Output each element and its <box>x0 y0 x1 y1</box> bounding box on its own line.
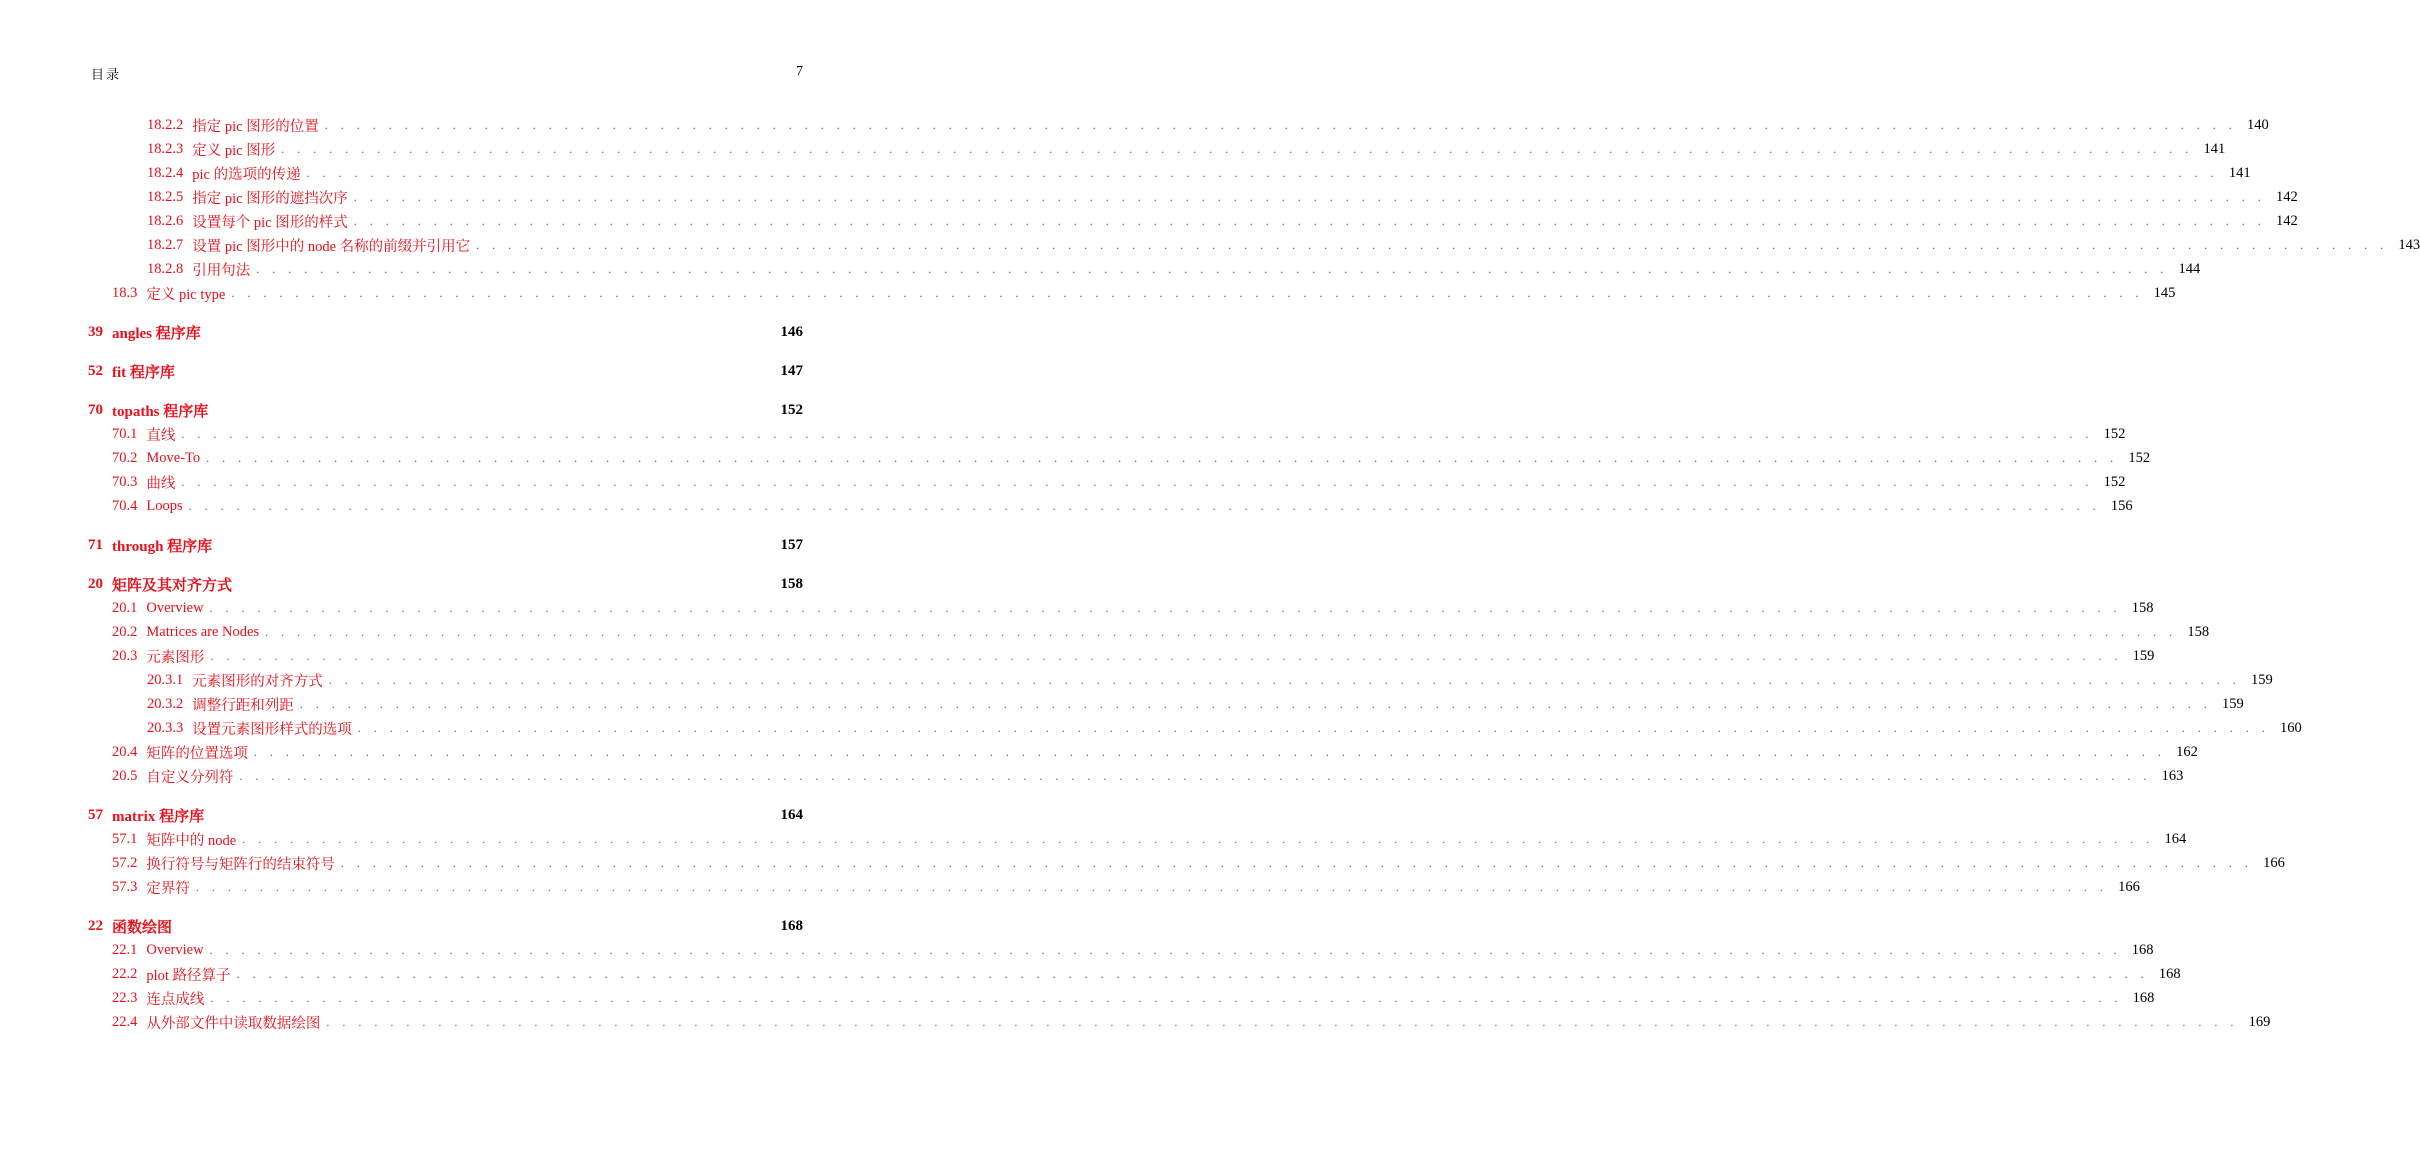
toc-entry-number: 22.3 <box>112 989 138 1006</box>
toc-chapter-entry[interactable] <box>88 533 803 557</box>
toc-dot-leader: . . . . . . . . . . . . . . . . . . . . . . . . . . . . . . . . . . . . . . . . . . . . . . . . . . . . . . . . . . . . . . . . . . . . . . . . . . . . . . . . . . . . . . . . . . . . . . . . . . . . . . . . . . . . . . . . . . . . . . . . <box>328 673 2241 687</box>
toc-dot-leader: . . . . . . . . . . . . . . . . . . . . . . . . . . . . . . . . . . . . . . . . . . . . . . . . . . . . . . . . . . . . . . . . . . . . . . . . . . . . . . . . . . . . . . . . . . . . . . . . . . . . . . . . . . . . . . . . . . . . . . . . <box>188 499 2101 513</box>
toc-dot-leader: . . . . . . . . . . . . . . . . . . . . . . . . . . . . . . . . . . . . . . . . . . . . . . . . . . . . . . . . . . . . . . . . . . . . . . . . . . . . . . . . . . . . . . . . . . . . . . . . . . . . . . . . . . . . . . . . . . . . . . . . <box>281 142 2194 156</box>
toc-entry-number: 52 <box>88 362 103 379</box>
toc-entry-number: 22.1 <box>112 941 138 958</box>
toc-entry-number: 20.3.1 <box>147 671 184 688</box>
toc-dot-leader: . . . . . . . . . . . . . . . . . . . . . . . . . . . . . . . . . . . . . . . . . . . . . . . . . . . . . . . . . . . . . . . . . . . . . . . . . . . . . . . . . . . . . . . . . . . . . . . . . . . . . . . . . . . . . . . . . . . . . . . . <box>265 625 2178 639</box>
toc-section-entry[interactable] <box>88 161 2251 185</box>
toc-chapter-entry[interactable] <box>88 572 803 596</box>
toc-dot-leader: . . . . . . . . . . . . . . . . . . . . . . . . . . . . . . . . . . . . . . . . . . . . . . . . . . . . . . . . . . . . . . . . . . . . . . . . . . . . . . . . . . . . . . . . . . . . . . . . . . . . . . . . . . . . . . . . . . . . . . . . <box>209 943 2122 957</box>
toc-entry-title[interactable]: 指定 pic 图形的遮挡次序 <box>192 190 348 207</box>
toc-section-entry[interactable] <box>88 692 2244 716</box>
toc-entry-number: 18.2.5 <box>147 188 184 205</box>
toc-entry-number: 20.3.3 <box>147 719 184 736</box>
toc-section-entry[interactable] <box>88 233 2420 257</box>
toc-entry-title[interactable]: 定界符 <box>146 880 190 897</box>
toc-entry-title[interactable]: 调整行距和列距 <box>192 697 294 714</box>
toc-entry-number: 20.2 <box>112 623 138 640</box>
toc-dot-leader: . . . . . . . . . . . . . . . . . . . . . . . . . . . . . . . . . . . . . . . . . . . . . . . . . . . . . . . . . . . . . . . . . . . . . . . . . . . . . . . . . . . . . . . . . . . . . . . . . . . . . . . . . . . . . . . . . . . . . . . . <box>340 856 2253 870</box>
toc-entry-page-number: 163 <box>2161 767 2184 784</box>
toc-entry-title[interactable]: 定义 pic 图形 <box>192 142 276 159</box>
toc-entry-title[interactable]: Matrices are Nodes <box>146 623 260 640</box>
toc-entry-number: 18.3 <box>112 284 138 301</box>
running-header-page-number: 7 <box>796 64 803 79</box>
toc-entry-title[interactable]: Overview <box>146 599 204 616</box>
toc-section-entry[interactable] <box>88 986 2155 1010</box>
toc-section-entry[interactable] <box>88 1010 2271 1034</box>
toc-entry-title[interactable]: 指定 pic 图形的位置 <box>192 118 319 135</box>
toc-dot-leader: . . . . . . . . . . . . . . . . . . . . . . . . . . . . . . . . . . . . . . . . . . . . . . . . . . . . . . . . . . . . . . . . . . . . . . . . . . . . . . . . . . . . . . . . . . . . . . . . . . . . . . . . . . . . . . . . . . . . . . . . <box>209 601 2122 615</box>
toc-entry-number: 18.2.8 <box>147 260 184 277</box>
toc-entry-number: 57.2 <box>112 854 138 871</box>
toc-entry-title[interactable]: 元素图形的对齐方式 <box>192 673 323 690</box>
toc-entry-title[interactable]: 矩阵的位置选项 <box>146 745 248 762</box>
toc-entry-number: 70.4 <box>112 497 138 514</box>
toc-dot-leader: . . . . . . . . . . . . . . . . . . . . . . . . . . . . . . . . . . . . . . . . . . . . . . . . . . . . . . . . . . . . . . . . . . . . . . . . . . . . . . . . . . . . . . . . . . . . . . . . . . . . . . . . . . . . . . . . . . . . . . . . <box>299 697 2212 711</box>
toc-chapter-entry[interactable] <box>88 803 803 827</box>
toc-dot-leader: . . . . . . . . . . . . . . . . . . . . . . . . . . . . . . . . . . . . . . . . . . . . . . . . . . . . . . . . . . . . . . . . . . . . . . . . . . . . . . . . . . . . . . . . . . . . . . . . . . . . . . . . . . . . . . . . . . . . . . . . <box>231 286 2144 300</box>
toc-entry-page-number: 141 <box>2203 140 2226 157</box>
toc-entry-number: 57 <box>88 806 103 823</box>
toc-entry-title[interactable]: fit 程序库 <box>112 364 175 381</box>
toc-entry-title[interactable]: 从外部文件中读取数据绘图 <box>146 1015 321 1032</box>
toc-dot-leader: . . . . . . . . . . . . . . . . . . . . . . . . . . . . . . . . . . . . . . . . . . . . . . . . . . . . . . . . . . . . . . . . . . . . . . . . . . . . . . . . . . . . . . . . . . . . . . . . . . . . . . . . . . . . . . . . . . . . . . . . <box>326 1015 2239 1029</box>
toc-section-entry[interactable] <box>88 827 2187 851</box>
toc-entry-title[interactable]: topaths 程序库 <box>112 403 209 420</box>
toc-section-entry[interactable] <box>88 740 2198 764</box>
toc-entry-number: 20.3.2 <box>147 695 184 712</box>
toc-section-entry[interactable] <box>88 875 2140 899</box>
toc-entry-page-number: 160 <box>2280 719 2302 736</box>
toc-entry-number: 57.1 <box>112 830 138 847</box>
toc-section-entry[interactable] <box>88 422 2126 446</box>
toc-entry-title[interactable]: angles 程序库 <box>112 325 201 342</box>
toc-chapter-entry[interactable] <box>88 320 803 344</box>
toc-entry-page-number: 159 <box>2222 695 2244 712</box>
toc-entry-number: 20.3 <box>112 647 138 664</box>
toc-entry-number: 18.2.7 <box>147 236 184 253</box>
toc-entry-page-number: 168 <box>2132 989 2155 1006</box>
toc-entry-title[interactable]: 矩阵中的 node <box>146 832 237 849</box>
toc-entry-page-number: 156 <box>2110 497 2133 514</box>
toc-entry-title[interactable]: 矩阵及其对齐方式 <box>112 577 233 594</box>
toc-entry-page-number: 146 <box>780 323 803 340</box>
toc-section-entry[interactable] <box>88 764 2184 788</box>
toc-section-entry[interactable] <box>88 938 2154 962</box>
toc-entry-number: 70 <box>88 401 103 418</box>
toc-entry-number: 71 <box>88 536 103 553</box>
toc-entry-page-number: 166 <box>2118 878 2140 895</box>
toc-section-entry[interactable] <box>88 668 2273 692</box>
toc-entry-number: 20.1 <box>112 599 138 616</box>
toc-dot-leader: . . . . . . . . . . . . . . . . . . . . . . . . . . . . . . . . . . . . . . . . . . . . . . . . . . . . . . . . . . . . . . . . . . . . . . . . . . . . . . . . . . . . . . . . . . . . . . . . . . . . . . . . . . . . . . . . . . . . . . . . <box>353 214 2266 228</box>
toc-entry-number: 20.4 <box>112 743 138 760</box>
toc-entry-number: 20 <box>88 575 103 592</box>
toc-entry-page-number: 169 <box>2248 1013 2271 1030</box>
toc-dot-leader: . . . . . . . . . . . . . . . . . . . . . . . . . . . . . . . . . . . . . . . . . . . . . . . . . . . . . . . . . . . . . . . . . . . . . . . . . . . . . . . . . . . . . . . . . . . . . . . . . . . . . . . . . . . . . . . . . . . . . . . . <box>181 427 2094 441</box>
toc-entry-page-number: 145 <box>2153 284 2176 301</box>
toc-entry-number: 18.2.3 <box>147 140 184 157</box>
toc-entry-number: 18.2.6 <box>147 212 184 229</box>
toc-chapter-entry[interactable] <box>88 359 803 383</box>
toc-entry-title[interactable]: Move-To <box>146 449 201 466</box>
toc-section-entry[interactable] <box>88 470 2126 494</box>
toc-entry-title[interactable]: 函数绘图 <box>112 919 173 936</box>
toc-section-entry[interactable] <box>88 257 2201 281</box>
toc-section-entry[interactable] <box>88 716 2302 740</box>
toc-entry-title[interactable]: through 程序库 <box>112 538 213 555</box>
toc-dot-leader: . . . . . . . . . . . . . . . . . . . . . . . . . . . . . . . . . . . . . . . . . . . . . . . . . . . . . . . . . . . . . . . . . . . . . . . . . . . . . . . . . . . . . . . . . . . . . . . . . . . . . . . . . . . . . . . . . . . . . . . . <box>239 769 2152 783</box>
table-of-contents <box>88 113 2420 1034</box>
toc-entry-page-number: 158 <box>780 575 803 592</box>
toc-section-entry[interactable] <box>88 851 2285 875</box>
toc-entry-page-number: 152 <box>2103 473 2126 490</box>
toc-entry-page-number: 166 <box>2263 854 2285 871</box>
toc-entry-title[interactable]: 设置 pic 图形中的 node 名称的前缀并引用它 <box>192 238 471 255</box>
toc-entry-title[interactable]: 元素图形 <box>146 649 205 666</box>
toc-entry-title[interactable]: 直线 <box>146 427 176 444</box>
toc-entry-page-number: 168 <box>2131 941 2154 958</box>
toc-dot-leader: . . . . . . . . . . . . . . . . . . . . . . . . . . . . . . . . . . . . . . . . . . . . . . . . . . . . . . . . . . . . . . . . . . . . . . . . . . . . . . . . . . . . . . . . . . . . . . . . . . . . . . . . . . . . . . . . . . . . . . . . <box>210 991 2123 1005</box>
toc-dot-leader: . . . . . . . . . . . . . . . . . . . . . . . . . . . . . . . . . . . . . . . . . . . . . . . . . . . . . . . . . . . . . . . . . . . . . . . . . . . . . . . . . . . . . . . . . . . . . . . . . . . . . . . . . . . . . . . . . . . . . . . . <box>476 238 2389 252</box>
toc-entry-page-number: 140 <box>2246 116 2269 133</box>
toc-section-entry[interactable] <box>88 137 2226 161</box>
toc-entry-title[interactable]: 换行符号与矩阵行的结束符号 <box>146 856 335 873</box>
toc-entry-title[interactable]: 曲线 <box>146 475 176 492</box>
toc-entry-title[interactable]: pic 的选项的传递 <box>192 166 301 183</box>
toc-entry-title[interactable]: 连点成线 <box>146 991 205 1008</box>
toc-dot-leader: . . . . . . . . . . . . . . . . . . . . . . . . . . . . . . . . . . . . . . . . . . . . . . . . . . . . . . . . . . . . . . . . . . . . . . . . . . . . . . . . . . . . . . . . . . . . . . . . . . . . . . . . . . . . . . . . . . . . . . . . <box>195 880 2108 894</box>
toc-section-entry[interactable] <box>88 209 2298 233</box>
toc-dot-leader: . . . . . . . . . . . . . . . . . . . . . . . . . . . . . . . . . . . . . . . . . . . . . . . . . . . . . . . . . . . . . . . . . . . . . . . . . . . . . . . . . . . . . . . . . . . . . . . . . . . . . . . . . . . . . . . . . . . . . . . . <box>357 721 2270 735</box>
toc-entry-number: 18.2.2 <box>147 116 184 133</box>
toc-entry-number: 70.2 <box>112 449 138 466</box>
toc-entry-title[interactable]: plot 路径算子 <box>146 967 231 984</box>
running-header-section: 目录 <box>91 68 122 83</box>
toc-entry-title[interactable]: 定义 pic type <box>146 286 226 303</box>
toc-chapter-entry[interactable] <box>88 914 803 938</box>
toc-entry-page-number: 168 <box>780 917 803 934</box>
toc-entry-number: 22 <box>88 917 103 934</box>
toc-section-entry[interactable] <box>88 113 2269 137</box>
toc-entry-number: 39 <box>88 323 103 340</box>
toc-entry-page-number: 159 <box>2251 671 2273 688</box>
toc-entry-title[interactable]: matrix 程序库 <box>112 808 205 825</box>
toc-entry-number: 22.2 <box>112 965 138 982</box>
toc-entry-page-number: 157 <box>780 536 803 553</box>
toc-section-entry[interactable] <box>88 494 2133 518</box>
toc-entry-page-number: 147 <box>780 362 803 379</box>
toc-entry-page-number: 141 <box>2228 164 2251 181</box>
toc-dot-leader: . . . . . . . . . . . . . . . . . . . . . . . . . . . . . . . . . . . . . . . . . . . . . . . . . . . . . . . . . . . . . . . . . . . . . . . . . . . . . . . . . . . . . . . . . . . . . . . . . . . . . . . . . . . . . . . . . . . . . . . . <box>210 649 2123 663</box>
toc-section-entry[interactable] <box>88 185 2298 209</box>
toc-entry-page-number: 162 <box>2176 743 2198 760</box>
toc-entry-page-number: 158 <box>2131 599 2154 616</box>
toc-entry-number: 22.4 <box>112 1013 138 1030</box>
toc-entry-title[interactable]: 引用句法 <box>192 262 251 279</box>
toc-entry-page-number: 144 <box>2178 260 2201 277</box>
toc-entry-page-number: 164 <box>780 806 803 823</box>
toc-entry-title[interactable]: Loops <box>146 497 183 514</box>
toc-dot-leader: . . . . . . . . . . . . . . . . . . . . . . . . . . . . . . . . . . . . . . . . . . . . . . . . . . . . . . . . . . . . . . . . . . . . . . . . . . . . . . . . . . . . . . . . . . . . . . . . . . . . . . . . . . . . . . . . . . . . . . . . <box>256 262 2169 276</box>
toc-entry-page-number: 164 <box>2164 830 2187 847</box>
toc-dot-leader: . . . . . . . . . . . . . . . . . . . . . . . . . . . . . . . . . . . . . . . . . . . . . . . . . . . . . . . . . . . . . . . . . . . . . . . . . . . . . . . . . . . . . . . . . . . . . . . . . . . . . . . . . . . . . . . . . . . . . . . . <box>253 745 2166 759</box>
toc-entry-title[interactable]: 自定义分列符 <box>146 769 234 786</box>
toc-section-entry[interactable] <box>88 962 2181 986</box>
toc-entry-number: 20.5 <box>112 767 138 784</box>
toc-section-entry[interactable] <box>88 446 2151 470</box>
toc-entry-page-number: 152 <box>2128 449 2151 466</box>
toc-entry-page-number: 142 <box>2275 188 2298 205</box>
toc-entry-title[interactable]: Overview <box>146 941 204 958</box>
toc-entry-page-number: 159 <box>2132 647 2155 664</box>
toc-entry-page-number: 158 <box>2187 623 2210 640</box>
toc-dot-leader: . . . . . . . . . . . . . . . . . . . . . . . . . . . . . . . . . . . . . . . . . . . . . . . . . . . . . . . . . . . . . . . . . . . . . . . . . . . . . . . . . . . . . . . . . . . . . . . . . . . . . . . . . . . . . . . . . . . . . . . . <box>236 967 2149 981</box>
toc-dot-leader: . . . . . . . . . . . . . . . . . . . . . . . . . . . . . . . . . . . . . . . . . . . . . . . . . . . . . . . . . . . . . . . . . . . . . . . . . . . . . . . . . . . . . . . . . . . . . . . . . . . . . . . . . . . . . . . . . . . . . . . . <box>324 118 2237 132</box>
toc-dot-leader: . . . . . . . . . . . . . . . . . . . . . . . . . . . . . . . . . . . . . . . . . . . . . . . . . . . . . . . . . . . . . . . . . . . . . . . . . . . . . . . . . . . . . . . . . . . . . . . . . . . . . . . . . . . . . . . . . . . . . . . . <box>306 166 2219 180</box>
toc-entry-page-number: 143 <box>2398 236 2420 253</box>
toc-section-entry[interactable] <box>88 596 2154 620</box>
toc-entry-page-number: 142 <box>2275 212 2298 229</box>
toc-entry-number: 70.1 <box>112 425 138 442</box>
toc-dot-leader: . . . . . . . . . . . . . . . . . . . . . . . . . . . . . . . . . . . . . . . . . . . . . . . . . . . . . . . . . . . . . . . . . . . . . . . . . . . . . . . . . . . . . . . . . . . . . . . . . . . . . . . . . . . . . . . . . . . . . . . . <box>206 451 2119 465</box>
toc-entry-page-number: 168 <box>2158 965 2181 982</box>
toc-section-entry[interactable] <box>88 281 2176 305</box>
toc-entry-number: 57.3 <box>112 878 138 895</box>
toc-entry-page-number: 152 <box>780 401 803 418</box>
toc-chapter-entry[interactable] <box>88 398 803 422</box>
toc-section-entry[interactable] <box>88 620 2210 644</box>
toc-entry-number: 70.3 <box>112 473 138 490</box>
toc-entry-page-number: 152 <box>2103 425 2126 442</box>
toc-dot-leader: . . . . . . . . . . . . . . . . . . . . . . . . . . . . . . . . . . . . . . . . . . . . . . . . . . . . . . . . . . . . . . . . . . . . . . . . . . . . . . . . . . . . . . . . . . . . . . . . . . . . . . . . . . . . . . . . . . . . . . . . <box>242 832 2155 846</box>
toc-section-entry[interactable] <box>88 644 2155 668</box>
toc-entry-title[interactable]: 设置每个 pic 图形的样式 <box>192 214 348 231</box>
toc-dot-leader: . . . . . . . . . . . . . . . . . . . . . . . . . . . . . . . . . . . . . . . . . . . . . . . . . . . . . . . . . . . . . . . . . . . . . . . . . . . . . . . . . . . . . . . . . . . . . . . . . . . . . . . . . . . . . . . . . . . . . . . . <box>353 190 2266 204</box>
toc-dot-leader: . . . . . . . . . . . . . . . . . . . . . . . . . . . . . . . . . . . . . . . . . . . . . . . . . . . . . . . . . . . . . . . . . . . . . . . . . . . . . . . . . . . . . . . . . . . . . . . . . . . . . . . . . . . . . . . . . . . . . . . . <box>181 475 2094 489</box>
toc-entry-number: 18.2.4 <box>147 164 184 181</box>
toc-entry-title[interactable]: 设置元素图形样式的选项 <box>192 721 352 738</box>
